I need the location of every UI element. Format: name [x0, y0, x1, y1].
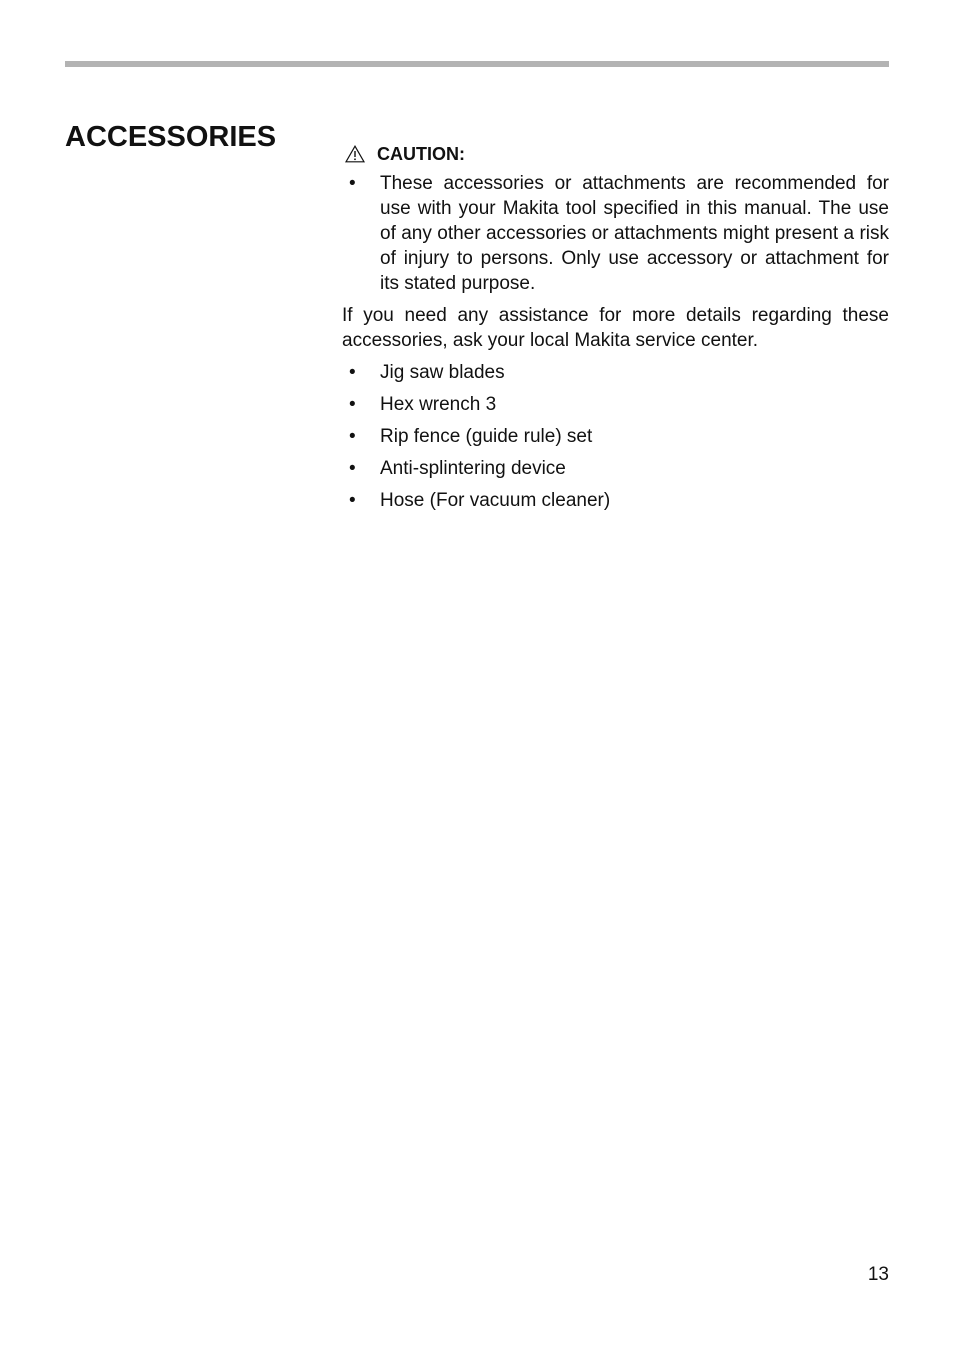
bullet-icon: •	[349, 173, 356, 194]
list-item	[342, 360, 889, 385]
caution-list	[342, 171, 889, 296]
bullet-icon: •	[349, 362, 356, 383]
section-title: ACCESSORIES	[65, 121, 277, 153]
caution-label: CAUTION:	[377, 143, 465, 164]
bullet-icon: •	[349, 394, 356, 415]
bullet-icon: •	[349, 458, 356, 479]
caution-item-text: These accessories or attachments are recommended for use with your Makita tool specified in this manual. The use of any other accessories or attachments might present a risk of injury to persons. Only use accessory or attachment for its stated purpose.	[380, 173, 889, 294]
accessory-item-text: Rip fence (guide rule) set	[380, 426, 593, 447]
bullet-icon: •	[349, 426, 356, 447]
warning-triangle-icon	[345, 145, 365, 163]
accessories-list	[342, 360, 889, 513]
accessory-item-text: Hex wrench 3	[380, 394, 497, 415]
accessory-item-text: Jig saw blades	[380, 362, 505, 383]
accessory-item-text: Anti-splintering device	[380, 458, 566, 479]
list-item	[342, 392, 889, 417]
caution-item	[342, 171, 889, 296]
list-item	[342, 424, 889, 449]
header-rule	[65, 61, 889, 67]
accessories-content	[342, 141, 889, 520]
assistance-paragraph: If you need any assistance for more details regarding these accessories, ask your local Makita service center.	[342, 305, 889, 351]
bullet-icon: •	[349, 490, 356, 511]
list-item	[342, 456, 889, 481]
list-item	[342, 488, 889, 513]
accessory-item-text: Hose (For vacuum cleaner)	[380, 490, 611, 511]
page-number: 13	[867, 1264, 889, 1285]
caution-heading	[342, 141, 889, 167]
